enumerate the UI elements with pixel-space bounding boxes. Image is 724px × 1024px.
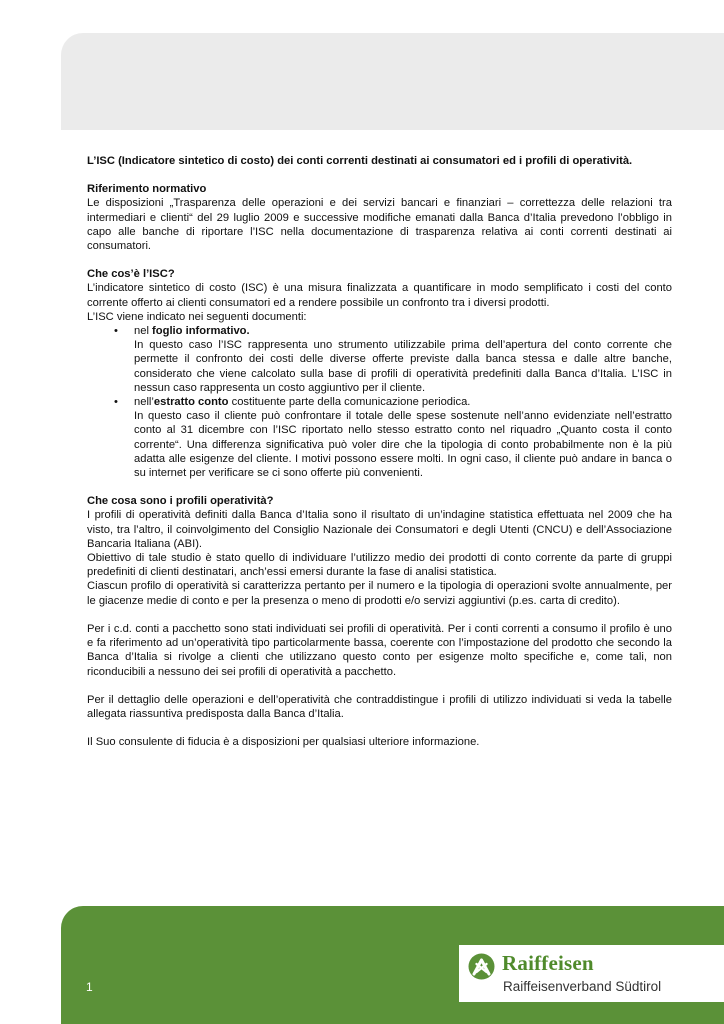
- isc-paragraph-1: L’indicatore sintetico di costo (ISC) è una misura finalizzata a quantificare in modo semplificato i costi del conto corrente offerto ai clienti consumatori ed a rendere possibile un confronto tra i diversi prodotti.: [87, 282, 672, 309]
- isc-paragraph-2: L’ISC viene indicato nei seguenti documenti:: [87, 310, 307, 323]
- document-body: [87, 154, 672, 749]
- bullet-2-body: In questo caso il cliente può confrontare il totale delle spese sostenute nell’anno evidenziate nell’estratto conto al 31 dicembre con l’ISC riportato nello stesso estratto conto nel riquadro „Quanto costa il conto corrente“. Una differenza significativa può voler dire che la tipologia di conto probabilmente non è la più adatta alle esigenze del cliente. I motivi possono essere molti. In ogni caso, il cliente può andare in banca o su internet per verificare se ci sono offerte più convenienti.: [134, 410, 672, 480]
- header-band: [61, 33, 724, 130]
- bullet-1-prefix: nel: [134, 325, 153, 338]
- bullet-foglio-informativo: [87, 324, 672, 395]
- section-body-riferimento: Le disposizioni „Trasparenza delle operazioni e dei servizi bancari e finanziari – correttezza delle relazioni tra intermediari e clienti“ del 29 luglio 2009 e successive modifiche emanati dalla Banca d’Italia prevedono l’obbligo in capo alle banche di riportare l’ISC nella documentazione di trasparenza relativa ai conti correnti destinati ai consumatori.: [87, 197, 672, 253]
- spacer: [87, 721, 672, 735]
- bullet-1-body: In questo caso l’ISC rappresenta uno strumento utilizzabile prima dell’apertura del conto corrente che permette il confronto dei costi delle diverse offerte previste dalla banca stessa e dalle altre banche, considerato che viene calcolato sulla base di profili di operatività predefiniti dalla Banca d’Italia. L’ISC in nessun caso rappresenta un costo aggiuntivo per il cliente.: [134, 339, 672, 394]
- profili-paragraph-5: Per il dettaglio delle operazioni e dell’operatività che contraddistingue i profili di utilizzo individuati si veda la tabelle allegata riassuntiva predisposta dalla Banca d’Italia.: [87, 693, 672, 720]
- bullet-2-lead: [134, 395, 672, 409]
- profili-paragraph-3: Ciascun profilo di operatività si caratterizza pertanto per il numero e la tipologia di operazioni svolte annualmente, per le giacenze medie di conto e per la presenza o meno di prodotti e/o servizi aggiuntivi (p.es. carta di credito).: [87, 580, 672, 607]
- bullet-1-lead: [134, 324, 672, 338]
- section-heading-riferimento: Riferimento normativo: [87, 183, 207, 196]
- bullet-2-suffix: costituente parte della comunicazione periodica.: [228, 396, 471, 409]
- raiffeisen-gable-cross-icon: [468, 953, 495, 980]
- spacer: [87, 253, 672, 267]
- section-heading-isc: Che cos’è l’ISC?: [87, 268, 175, 281]
- profili-paragraph-6: Il Suo consulente di fiducia è a disposizioni per qualsiasi ulteriore informazione.: [87, 736, 480, 749]
- spacer: [87, 608, 672, 622]
- spacer: [87, 679, 672, 693]
- profili-paragraph-4: Per i c.d. conti a pacchetto sono stati individuati sei profili di operatività. Per i conti correnti a consumo il profilo è uno e fa riferimento ad un’operatività tipo particolarmente bassa, coerente con l’impostazione del prodotto che secondo la Banca d’Italia si rivolge a clienti che utilizzano questo conto per esigenze molto specifiche e, come tali, non riconducibili a nessuno dei sei profili di operatività a pacchetto.: [87, 622, 672, 678]
- bullet-1-bold: foglio informativo.: [152, 325, 250, 338]
- document-title: L’ISC (Indicatore sintetico di costo) dei conti correnti destinati ai consumatori ed i profili di operatività.: [87, 155, 633, 167]
- profili-paragraph-1: I profili di operatività definiti dalla Banca d’Italia sono il risultato di un’indagine statistica effettuata nel 2009 che ha visto, tra l’altro, il coinvolgimento del Consiglio Nazionale dei Consumatori e degli Utenti (CNCU) e dell’Associazione Bancaria Italiana (ABI).: [87, 509, 672, 550]
- profili-paragraph-2: Obiettivo di tale studio è stato quello di individuare l’utilizzo medio dei prodotti di conto corrente da parte di gruppi predefiniti di clienti destinatari, anch’essi emersi durante la fase di analisi statistica.: [87, 552, 672, 579]
- bullet-dot: •: [114, 325, 118, 338]
- brand-subtitle: Raiffeisenverband Südtirol: [503, 979, 662, 994]
- bullet-2-prefix: nell’: [134, 396, 154, 409]
- section-heading-profili: Che cosa sono i profili operatività?: [87, 495, 274, 508]
- spacer: [87, 168, 672, 182]
- brand-name: Raiffeisen: [502, 951, 594, 975]
- spacer: [87, 480, 672, 494]
- bullet-estratto-conto: [87, 395, 672, 480]
- bullet-dot: •: [114, 396, 118, 409]
- bullet-2-bold: estratto conto: [153, 396, 229, 409]
- page-number: 1: [86, 980, 93, 994]
